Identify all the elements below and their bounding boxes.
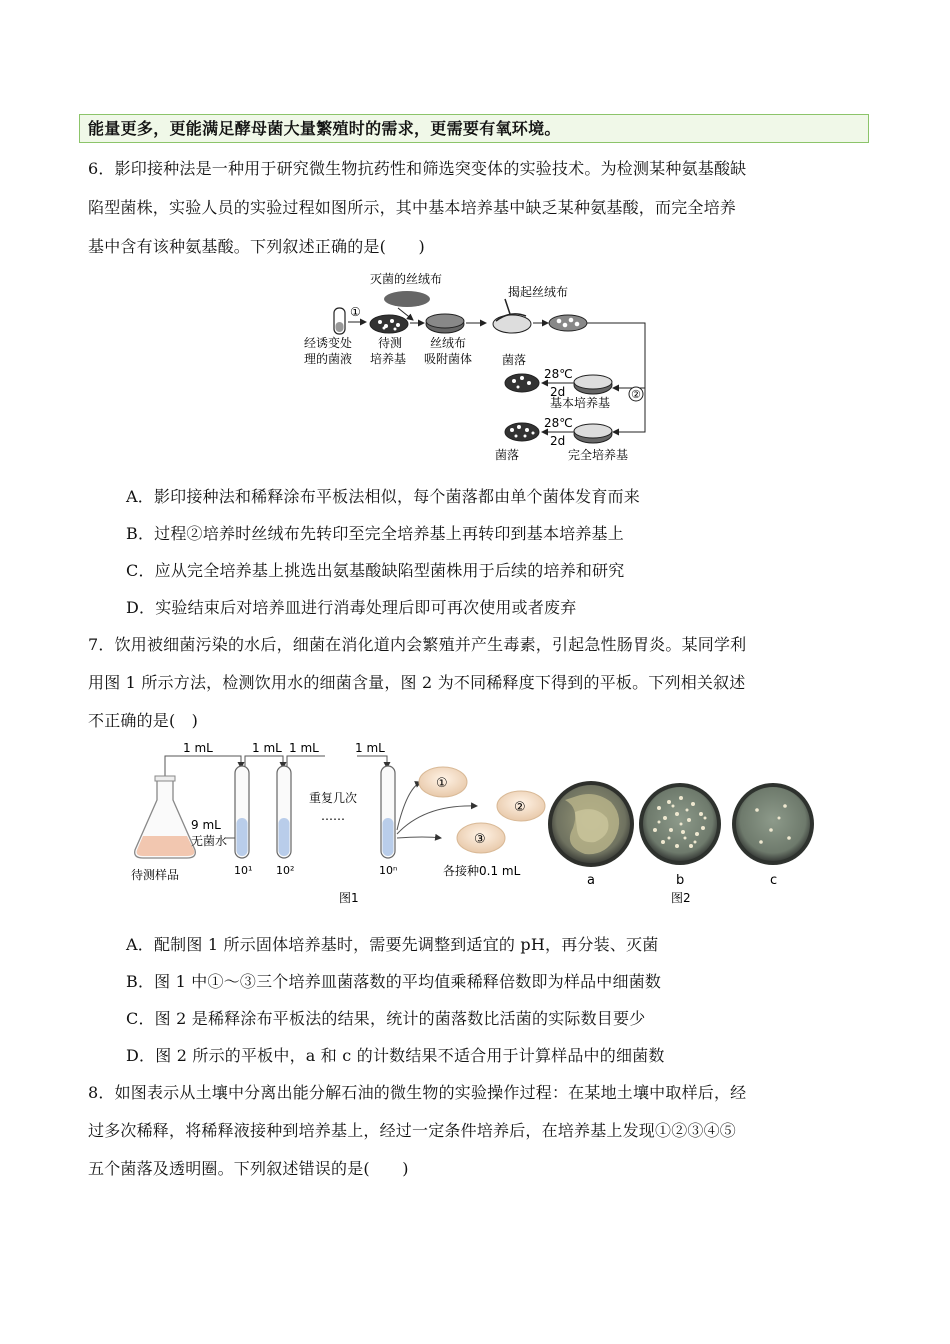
lifting-velvet-dish xyxy=(493,299,531,333)
basic-medium-dish xyxy=(574,375,612,394)
sample-flask xyxy=(135,776,196,858)
q7-stem-line-3: 不正确的是( ) xyxy=(88,711,199,730)
test-medium-label-1: 待测 xyxy=(378,336,403,350)
transfer-label-4: 1 mL xyxy=(355,741,385,755)
transfer-label-1: 1 mL xyxy=(183,741,213,755)
step-2-marker: ② xyxy=(631,388,641,401)
colony-bottom-label: 菌落 xyxy=(495,448,520,462)
temp-label-1: 28℃ xyxy=(544,367,573,381)
q8-stem-line-1: 8．如图表示从土壤中分离出能分解石油的微生物的实验操作过程：在某地土壤中取样后，经 xyxy=(88,1083,747,1102)
plate-2-label: ② xyxy=(514,800,526,815)
dish-a xyxy=(548,781,634,867)
dilution-plating-figure xyxy=(125,738,825,910)
transfer-label-3: 1 mL xyxy=(289,741,319,755)
q6-option-c: C．应从完全培养基上挑选出氨基酸缺陷型菌株用于后续的培养和研究 xyxy=(126,561,625,580)
repeat-label: 重复几次 xyxy=(309,791,358,805)
test-medium-label-2: 培养基 xyxy=(370,352,407,366)
dilution-tube-2 xyxy=(277,766,291,858)
dish-b-label: b xyxy=(676,873,685,888)
tube-2-label: 10² xyxy=(276,864,295,877)
test-medium-dish xyxy=(370,315,408,333)
transfer-label-2: 1 mL xyxy=(252,741,282,755)
velvet-adsorb-label-2: 吸附菌体 xyxy=(424,352,473,366)
q6-stem-line-1: 6．影印接种法是一种用于研究微生物抗药性和筛选突变体的实验技术。为检测某种氨基酸缺 xyxy=(88,159,747,178)
dish-c-label: c xyxy=(770,873,778,888)
basic-medium-label: 基本培养基 xyxy=(550,396,611,410)
velvet-adsorb-label-1: 丝绒布 xyxy=(430,336,467,350)
q7-option-b: B．图 1 中①～③三个培养皿菌落数的平均值乘稀释倍数即为样品中细菌数 xyxy=(126,972,662,991)
days-label-1: 2d xyxy=(550,385,566,399)
q8-stem-line-3: 五个菌落及透明圈。下列叙述错误的是( ) xyxy=(88,1159,409,1178)
q6-stem-line-3: 基中含有该种氨基酸。下列叙述正确的是( ) xyxy=(88,237,425,256)
sample-label: 待测样品 xyxy=(131,868,180,882)
mutagenized-label-1: 经诱变处 xyxy=(304,336,353,350)
velvet-colonies xyxy=(549,315,587,331)
q7-option-c: C．图 2 是稀释涂布平板法的结果，统计的菌落数比活菌的实际数目要少 xyxy=(126,1009,646,1028)
lift-velvet-label: 揭起丝绒布 xyxy=(508,285,569,299)
basic-colony-dish xyxy=(505,374,539,392)
dish-b xyxy=(639,783,721,865)
water-label-1: 9 mL xyxy=(191,818,221,832)
q6-stem-line-2: 陷型菌株，实验人员的实验过程如图所示，其中基本培养基中缺乏某种氨基酸，而完全培养 xyxy=(88,198,737,217)
velvet-adsorb-dish xyxy=(426,314,464,333)
q7-option-d: D．图 2 所示的平板中，a 和 c 的计数结果不适合用于计算样品中的细菌数 xyxy=(126,1046,665,1065)
dish-c xyxy=(732,783,814,865)
complete-colony-dish xyxy=(505,423,539,441)
plate-3-label: ③ xyxy=(474,832,486,847)
sterile-velvet-label: 灭菌的丝绒布 xyxy=(370,272,443,286)
tube-n-label: 10ⁿ xyxy=(379,864,398,877)
velvet-cloth xyxy=(384,291,430,307)
days-label-2: 2d xyxy=(550,434,566,448)
complete-medium-dish xyxy=(574,424,612,443)
dilution-tube-n xyxy=(381,766,395,858)
highlighted-answer-text: 能量更多，更能满足酵母菌大量繁殖时的需求，更需要有氧环境。 xyxy=(79,114,869,143)
q7-stem-line-1: 7．饮用被细菌污染的水后，细菌在消化道内会繁殖并产生毒素，引起急性肠胃炎。某同学利 xyxy=(88,635,747,654)
dish-a-label: a xyxy=(587,873,595,888)
mutagenized-label-2: 理的菌液 xyxy=(304,352,353,366)
q8-stem-line-2: 过多次稀释，将稀释液接种到培养基上，经过一定条件培养后，在培养基上发现①②③④⑤ xyxy=(88,1121,737,1140)
figure-1-caption: 图1 xyxy=(339,891,359,905)
step-1-marker: ① xyxy=(350,305,361,319)
dilution-tube-1 xyxy=(235,766,249,858)
q6-option-a: A．影印接种法和稀释涂布平板法相似，每个菌落都由单个菌体发育而来 xyxy=(126,487,640,506)
water-label-2: 无菌水 xyxy=(191,834,228,848)
colony-top-label: 菌落 xyxy=(502,353,527,367)
tube-1-label: 10¹ xyxy=(234,864,253,877)
plate-1-label: ① xyxy=(436,776,448,791)
q7-option-a: A．配制图 1 所示固体培养基时，需要先调整到适宜的 pH，再分装、灭菌 xyxy=(126,935,659,954)
replica-plating-figure xyxy=(300,266,660,466)
temp-label-2: 28℃ xyxy=(544,416,573,430)
q6-option-b: B．过程②培养时丝绒布先转印至完全培养基上再转印到基本培养基上 xyxy=(126,524,624,543)
figure-2-caption: 图2 xyxy=(671,891,691,905)
repeat-dots: …… xyxy=(321,809,345,823)
q6-option-d: D．实验结束后对培养皿进行消毒处理后即可再次使用或者废弃 xyxy=(126,598,577,617)
inoculate-label: 各接种0.1 mL xyxy=(443,864,521,878)
complete-medium-label: 完全培养基 xyxy=(568,448,629,462)
q7-stem-line-2: 用图 1 所示方法，检测饮用水的细菌含量，图 2 为不同稀释度下得到的平板。下列相关叙述 xyxy=(88,673,746,692)
